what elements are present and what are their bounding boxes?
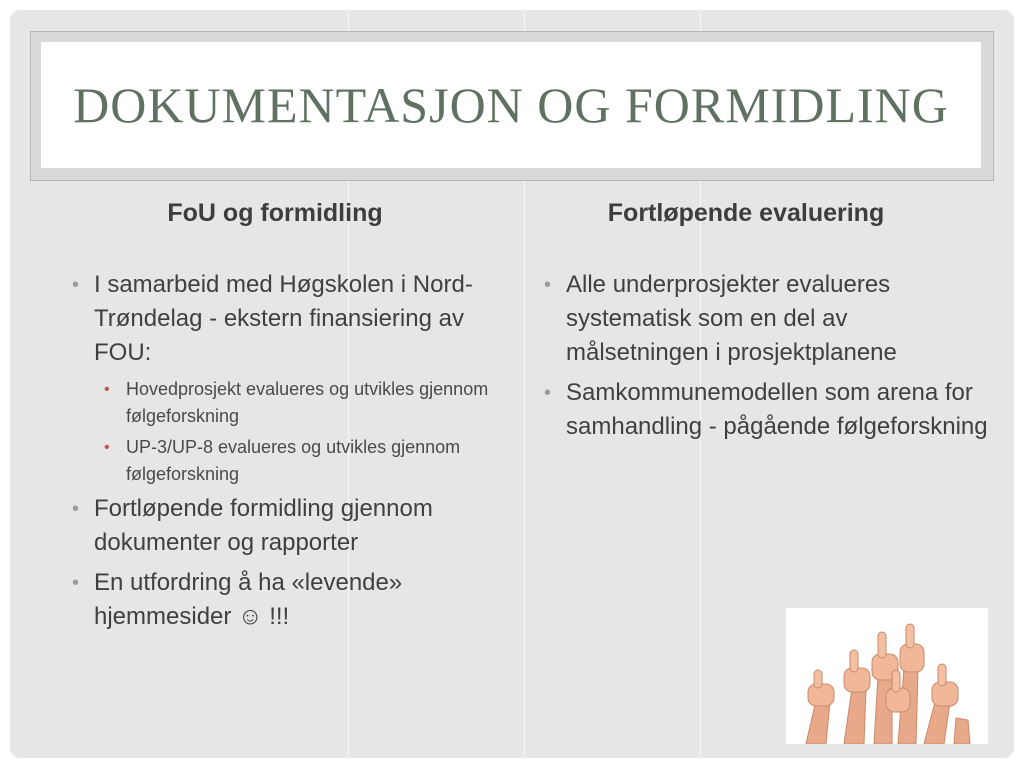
title-frame xyxy=(30,31,994,181)
bullet-dot-icon: • xyxy=(544,274,552,296)
slide xyxy=(10,10,1014,758)
sub-bullet-text: UP-3/UP-8 evalueres og utvikles gjennom følgeforskning xyxy=(126,437,461,484)
bullet-dot-icon: • xyxy=(72,274,80,296)
right-column-body xyxy=(540,268,990,450)
slide-title: DOKUMENTASJON OG FORMIDLING xyxy=(73,77,949,133)
bullet-text: Alle underprosjekter evalueres systematisk som en del av målsetningen i prosjektplanene xyxy=(566,271,897,366)
bullet-text: Fortløpende formidling gjennom dokumenter og rapporter xyxy=(94,495,433,556)
bullet-dot-icon: • xyxy=(544,382,552,404)
sub-bullet-item xyxy=(68,434,500,488)
bullet-dot-icon: • xyxy=(72,498,80,520)
title-panel xyxy=(41,42,981,168)
right-column-heading: Fortløpende evaluering xyxy=(607,199,885,227)
bullet-item xyxy=(540,376,990,444)
sub-bullet-dot-icon: • xyxy=(104,381,110,398)
bullet-text: I samarbeid med Høgskolen i Nord-Trøndelag - ekstern finansiering av FOU: xyxy=(94,271,473,366)
left-column-heading: FoU og formidling xyxy=(167,199,383,227)
thumbs-up-icon xyxy=(786,608,988,744)
sub-bullet-dot-icon: • xyxy=(104,439,110,456)
bullet-item xyxy=(68,566,500,634)
bullet-text: En utfordring å ha «levende» hjemmesider ☺ !!! xyxy=(94,569,403,630)
bullet-text: Samkommunemodellen som arena for samhandling - pågående følgeforskning xyxy=(566,379,988,440)
bullet-dot-icon: • xyxy=(72,572,80,594)
bullet-item xyxy=(540,268,990,370)
bullet-item xyxy=(68,268,500,370)
sub-bullet-text: Hovedprosjekt evalueres og utvikles gjennom følgeforskning xyxy=(126,379,489,426)
bullet-item xyxy=(68,492,500,560)
thumbs-up-photo xyxy=(786,608,988,744)
left-column-body xyxy=(68,268,500,640)
sub-bullet-item xyxy=(68,376,500,430)
